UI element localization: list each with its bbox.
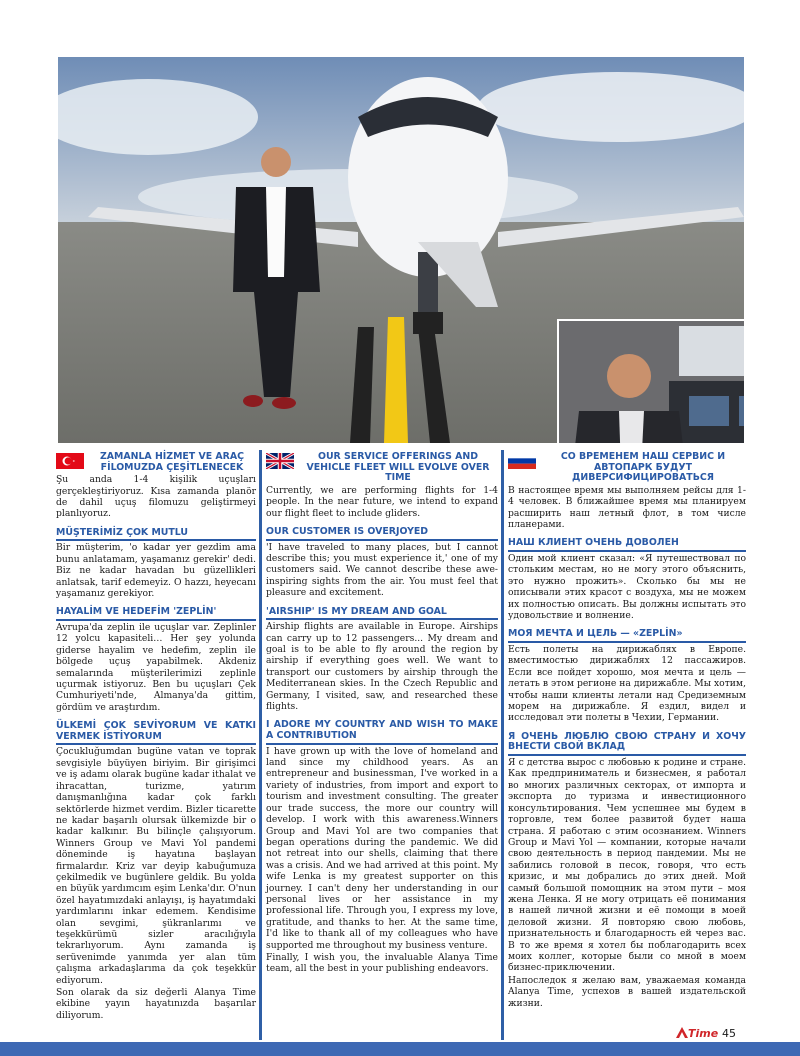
paragraph: Есть полеты на дирижаблях в Европе. вместимостью дирижаблях 12 пассажиров. Если все пойдет хорошо, моя мечта и цель — летать в этом регионе на дирижабле. Мы хотим, чтобы наши клиенты летали над Средиземным морем на дирижабле. Я ездил, видел и исследовал эти полеты в Чехии, Германии. — [508, 644, 746, 724]
paragraph: Çocukluğumdan bugüne vatan ve toprak sevgisiyle büyüyen biriyim. Bir girişimci ve iş adamı olarak bugüne kadar ithalat ve ihracattan, turizme, yatırım danışmanlığına kadar çok farklı sektörlerde hizmet verdim. Bizler ticarette ne kadar başarılı olursak ülkemizde bir o kadar kalkınır. Bu bilinçle çalışıyorum. Winners Group ve Mavi Yol pandemi döneminde iş hayatına başlayan firmalardır. Kriz var deyip kabuğumuza çekilmedik ve bugünlere geldik. Bu yolda en büyük yardımcım eşim Lenka'dır. O'nun özel hayatımızdaki anlayışı, iş hayatımdaki yardımlarını inkar edemem. Kendisime olan sevgimi, şükranlarımı ve teşekkürümü sizler aracılığıyla tekrarlıyorum. Aynı zamanda iş serüvenimde yanımda yer alan tüm çalışma arkadaşlarıma da çok teşekkür ediyorum. — [56, 746, 256, 986]
alanya-time-logo — [676, 1027, 722, 1040]
paragraph: Bir müşterim, 'o kadar yer gezdim ama bunu anlatamam, yaşamanız gerekir' dedi. Biz ne kadar havadan bu güzellikleri anlatsak, tarif edemeyiz. O hazzı, heyecanı yaşamanız gerekiyor. — [56, 542, 256, 600]
english-header — [266, 452, 498, 484]
turkish-header — [56, 452, 256, 473]
section-heading: OUR SERVICE OFFERINGS AND VEHICLE FLEET WILL EVOLVE OVER TIME — [306, 451, 490, 484]
column-russian — [508, 452, 746, 1009]
russian-header — [508, 452, 746, 484]
logo-a-icon — [676, 1027, 688, 1038]
section-heading: НАШ КЛИЕНТ ОЧЕНЬ ДОВОЛЕН — [508, 538, 746, 552]
bottom-band — [0, 1042, 800, 1056]
section-heading: МОЯ МЕЧТА И ЦЕЛЬ — «ZEPLİN» — [508, 629, 746, 643]
logo-text: Time — [688, 1027, 719, 1040]
paragraph: 'I have traveled to many places, but I cannot describe this; you must experience it,' one of my customers said. We cannot describe these awe-inspiring sights from the air. You must feel that pleasure and excitement. — [266, 541, 498, 599]
section-heading: ÜLKEMİ ÇOK SEVİYORUM VE KATKI VERMEK İSTİYORUM — [56, 721, 256, 745]
paragraph: Son olarak da siz değerli Alanya Time ekibine yayın hayatınızda başarılar diliyorum. — [56, 987, 256, 1021]
hero-photo — [58, 57, 744, 443]
column-separator — [259, 450, 262, 1040]
section-heading: СО ВРЕМЕНЕМ НАШ СЕРВИС И АВТОПАРК БУДУТ ДИВЕРСИФИЦИРОВАТЬСЯ — [560, 451, 726, 484]
paragraph: В настоящее время мы выполняем рейсы для 1-4 человек. В ближайшее время мы планируем расширить наш летный флот, в том числе планерами. — [508, 484, 746, 530]
uk-flag-icon — [266, 453, 294, 469]
paragraph: Я с детства вырос с любовью к родине и стране. Как предприниматель и бизнесмен, я работал во многих различных секторах, от импорта и экспорта до туризма и инвестиционного консультирования. Чем успешнее мы будем в торговле, тем более развитой будет наша страна. Я работаю с этим осознанием. Winners Group и Mavi Yol — компании, которые начали свою деятельность в период пандемии. Мы не забились головой в песок, говоря, что есть кризис, и мы добрались до этих дней. Мой самый большой помощник на этом пути – моя жена Ленка. Я не могу отрицать её понимания в нашей личной жизни и её помощи в моей деловой жизни. Я повторяю свою любовь, признательность и благодарность ей через вас. В то же время я хотел бы поблагодарить всех моих коллег, которые были со мной в моем бизнес-приключении. — [508, 757, 746, 974]
column-turkish — [56, 452, 256, 1021]
paragraph: Finally, I wish you, the invaluable Alanya Time team, all the best in your publishing endeavors. — [266, 951, 498, 975]
paragraph: Один мой клиент сказал: «Я путешествовал по стольким местам, но не могу этого объяснить, это нужно прожить». Сколько бы мы не описывали этих красот с воздуха, мы не можем их полностью описать. Вы должны испытать это удовольствие и волнение. — [508, 553, 746, 622]
section-heading: I ADORE MY COUNTRY AND WISH TO MAKE A CONTRIBUTION — [266, 720, 498, 744]
cockpit-photo — [557, 319, 744, 443]
section-heading: HAYALİM VE HEDEFİM 'ZEPLİN' — [56, 607, 256, 621]
page-footer — [676, 1027, 736, 1040]
paragraph: Currently, we are performing flights for 1-4 people. In the near future, we intend to expand our flight fleet to include gliders. — [266, 484, 498, 519]
section-heading: MÜŞTERİMİZ ÇOK MUTLU — [56, 528, 256, 542]
paragraph: Airship flights are available in Europe. Airships can carry up to 12 passengers... My dream and goal is to be able to fly around the region by airship if everything goes well. We want to transport our customers by airship through the Mediterranean skies. In the Czech Republic and Germany, I visited, saw, and researched these flights. — [266, 621, 498, 713]
paragraph: I have grown up with the love of homeland and land since my childhood years. As an entrepreneur and businessman, I've worked in a variety of industries, from import and export to tourism and investment consulting. The greater our trade success, the more our country will develop. I work with this awareness.Winners Group and Mavi Yol are two companies that began operations during the pandemic. We did not retreat into our shells, claiming that there was a crisis. And we had arrived at this point. My wife Lenka is my greatest supporter on this journey. I can't deny her understanding in our personal lives or her assistance in my professional life. Through you, I express my love, gratitude, and thanks to her. At the same time, I'd like to thank all of my colleagues who have supported me throughout my business venture. — [266, 745, 498, 951]
section-heading: OUR CUSTOMER IS OVERJOYED — [266, 527, 498, 541]
paragraph: Avrupa'da zeplin ile uçuşlar var. Zeplinler 12 yolcu kapasiteli… Her şey yolunda giderse hayalim ve hedefim, zeplin ile bölgede uçuş yapabilmek. Akdeniz semalarında müşterilerimizi zeplinle uçurmak istiyoruz. Ben bu uçuşları Çek Cumhuriyeti'nde, Almanya'da gittim, gördüm ve araştırdım. — [56, 622, 256, 713]
section-heading: 'AIRSHIP' IS MY DREAM AND GOAL — [266, 607, 498, 621]
russia-flag-icon — [508, 453, 536, 469]
column-separator — [501, 450, 504, 1040]
column-english — [266, 452, 498, 975]
section-heading: Я ОЧЕНЬ ЛЮБЛЮ СВОЮ СТРАНУ И ХОЧУ ВНЕСТИ СВОЙ ВКЛАД — [508, 732, 746, 756]
page-number: 45 — [722, 1027, 737, 1040]
turkey-flag-icon — [56, 453, 84, 469]
paragraph: Şu anda 1-4 kişilik uçuşları gerçekleştiriyoruz. Kısa zamanda planör de dahil uçuş filomuzu geliştirmeyi planlıyoruz. — [56, 474, 256, 520]
paragraph: Напоследок я желаю вам, уважаемая команда Alanya Time, успехов в вашей издательской жизни. — [508, 974, 746, 1009]
section-heading: ZAMANLA HİZMET VE ARAÇ FİLOMUZDA ÇEŞİTLENECEK — [99, 451, 245, 473]
